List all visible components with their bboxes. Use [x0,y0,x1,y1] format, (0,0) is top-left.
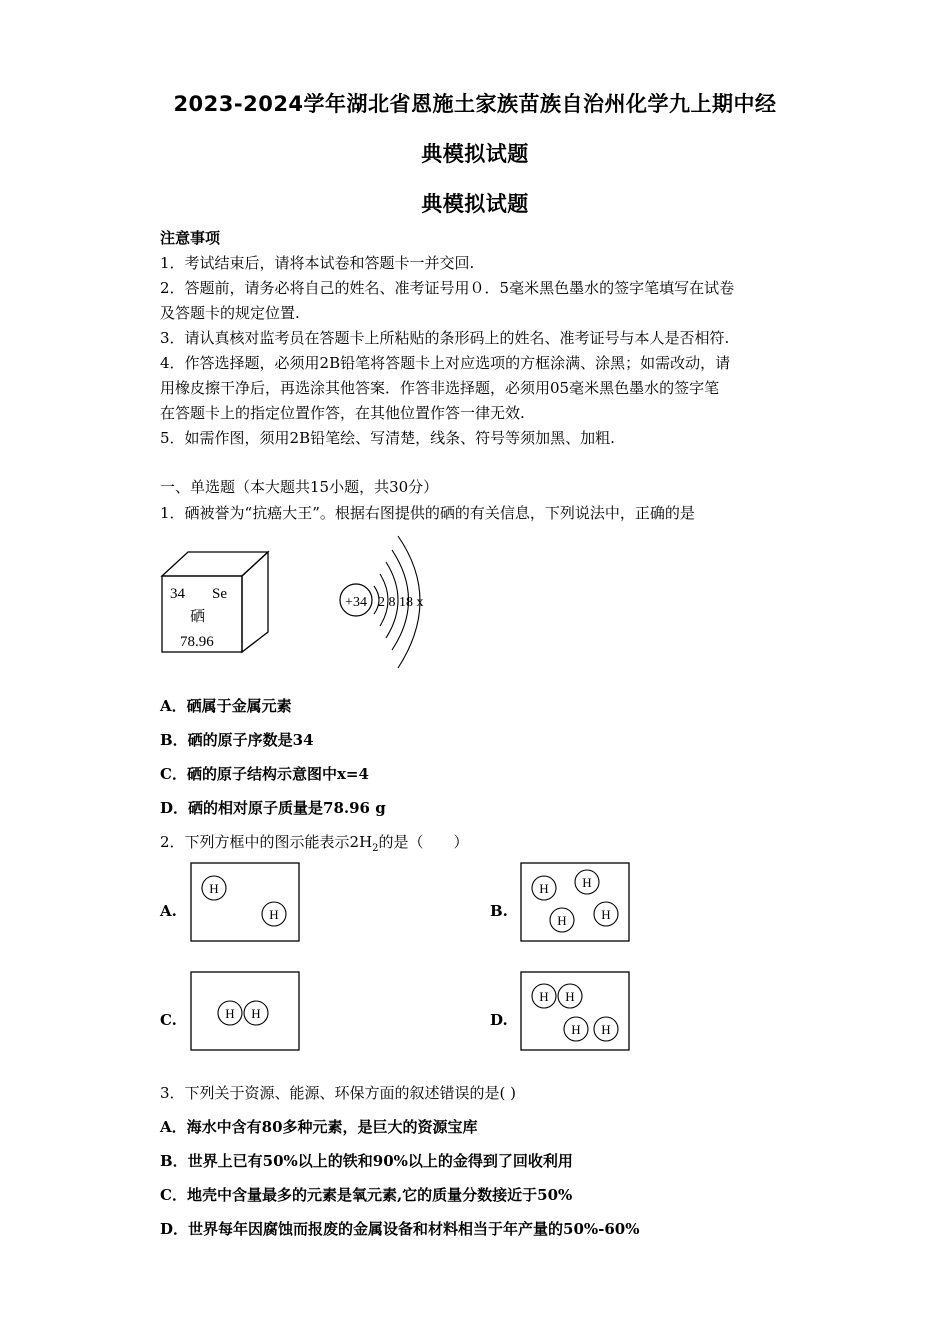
hydrogen-atom-label: H [601,1022,611,1037]
title-line-3: 典模拟试题 [421,192,529,216]
nucleus-charge: +34 [345,595,367,610]
hydrogen-atom-label: H [571,1022,581,1037]
hydrogen-atom-label: H [601,907,611,922]
q2-option-a-label: A. [160,902,177,920]
q2-box-a [190,862,300,942]
hydrogen-atom-label: H [209,881,219,896]
q2-option-d-label: D. [490,1011,508,1029]
hydrogen-atom-label: H [539,881,549,896]
q2-option-b-label: B. [490,902,508,920]
note-line: 5．如需作图，须用2B铅笔绘、写清楚，线条、符号等须加黑、加粗. [160,429,615,447]
hydrogen-atom-label: H [557,913,567,928]
notes-heading: 注意事项 [160,229,221,247]
q3-option-a: A．海水中含有80多种元素，是巨大的资源宝库 [160,1118,478,1136]
element-symbol: Se [212,586,227,602]
hydrogen-atom-label: H [251,1006,261,1021]
q1-option-c: C．硒的原子结构示意图中x=4 [160,765,369,783]
title-line-2: 典模拟试题 [421,142,529,166]
hydrogen-atom-label: H [565,989,575,1004]
element-number: 34 [170,586,185,602]
section-heading: 一、单选题（本大题共15小题，共30分） [160,478,439,496]
q1-option-a: A．硒属于金属元素 [160,697,292,715]
q2-box-d [520,971,630,1051]
q1-option-d: D．硒的相对原子质量是78.96 g [160,799,386,817]
atom-structure-diagram [330,528,450,676]
hydrogen-atom-label: H [582,875,592,890]
electron-shells: 2 8 18 x [378,595,424,610]
note-line: 及答题卡的规定位置. [160,304,300,322]
note-line: 在答题卡上的指定位置作答，在其他位置作答一律无效. [160,404,525,422]
note-line: 1．考试结束后，请将本试卷和答题卡一并交回. [160,254,475,272]
note-line: 4．作答选择题，必须用2B铅笔将答题卡上对应选项的方框涂满、涂黑；如需改动，请 [160,354,731,372]
title-line-1: 2023-2024学年湖北省恩施土家族苗族自治州化学九上期中经 [173,92,777,116]
q3-option-d: D．世界每年因腐蚀而报废的金属设备和材料相当于年产量的50%-60% [160,1220,640,1238]
q2-box-b [520,862,630,942]
note-line: 用橡皮擦干净后，再选涂其他答案．作答非选择题，必须用05毫米黑色墨水的签字笔 [160,379,720,397]
q2-stem: 2．下列方框中的图示能表示$2H_2$的是（ ） [160,833,469,854]
q3-option-c: C．地壳中含量最多的元素是氧元素,它的质量分数接近于50% [160,1186,573,1204]
q3-option-b: B．世界上已有50%以上的铁和90%以上的金得到了回收利用 [160,1152,573,1170]
note-line: 2．答题前，请务必将自己的姓名、准考证号用０．5毫米黑色墨水的签字笔填写在试卷 [160,279,735,297]
element-card-diagram [160,548,272,656]
q2-box-c [190,971,300,1051]
q1-option-b: B．硒的原子序数是34 [160,731,314,749]
q1-stem: 1．硒被誉为“抗癌大王”。根据右图提供的硒的有关信息，下列说法中，正确的是 [160,504,695,522]
hydrogen-atom-label: H [225,1006,235,1021]
hydrogen-atom-label: H [269,907,279,922]
element-name: 硒 [190,609,206,625]
hydrogen-atom-label: H [539,989,549,1004]
q3-stem: 3．下列关于资源、能源、环保方面的叙述错误的是( ) [160,1084,517,1102]
q2-option-c-label: C. [160,1011,177,1029]
element-mass: 78.96 [180,634,214,650]
note-line: 3．请认真核对监考员在答题卡上所粘贴的条形码上的姓名、准考证号与本人是否相符. [160,329,730,347]
